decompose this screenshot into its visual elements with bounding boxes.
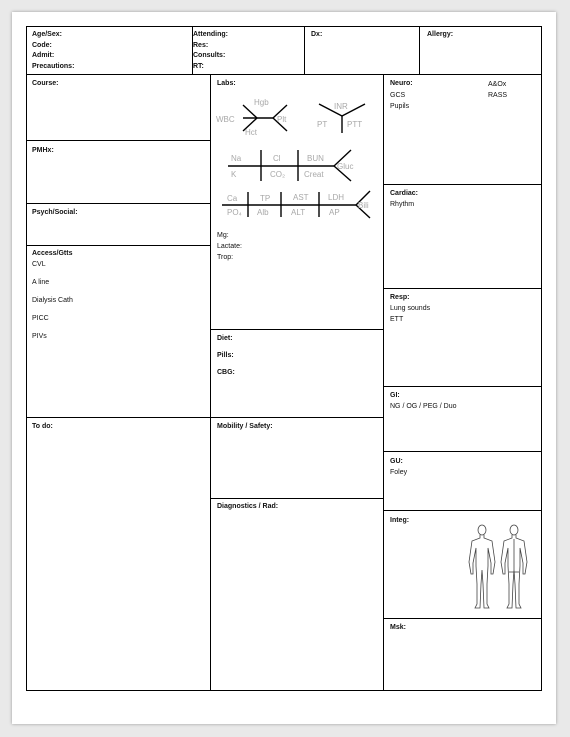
bili-text: Bili: [358, 201, 369, 210]
rhythm-text: Rhythm: [390, 201, 415, 208]
res-label: Res:: [193, 41, 209, 49]
course-box: [27, 75, 211, 141]
na-text: Na: [231, 154, 242, 163]
cbc-fishbone: [216, 98, 287, 137]
precautions-label: Precautions:: [32, 62, 75, 70]
pupils-text: Pupils: [390, 103, 410, 110]
header-team: [193, 27, 305, 75]
ap-text: AP: [329, 208, 340, 217]
gcs-text: GCS: [390, 92, 406, 99]
pmhx-box: [27, 141, 211, 204]
cardiac-label: Cardiac:: [390, 190, 419, 197]
header-allergy: [420, 27, 541, 75]
bun-text: BUN: [307, 154, 324, 163]
gu-label: GU:: [390, 458, 403, 465]
po4-text: PO₄: [227, 208, 242, 217]
a-line-text: A line: [32, 279, 50, 286]
resp-box: [384, 289, 541, 387]
course-label: Course:: [32, 80, 59, 87]
msk-box: [384, 619, 541, 690]
cbg-label: CBG:: [217, 369, 235, 376]
alt-text: ALT: [291, 208, 306, 217]
pt-text: PT: [317, 120, 328, 129]
header-demographics: [27, 27, 193, 75]
gluc-text: Gluc: [337, 162, 354, 171]
pivs-text: PIVs: [32, 333, 47, 340]
ast-text: AST: [293, 193, 309, 202]
lab-skeletons: [211, 75, 384, 225]
form-frame: [26, 26, 542, 691]
body-outline-icon: [464, 522, 534, 612]
header-dx: [305, 27, 420, 75]
ldh-text: LDH: [328, 193, 345, 202]
gi-label: GI:: [390, 392, 400, 399]
tp-text: TP: [260, 194, 271, 203]
gu-box: [384, 452, 541, 511]
allergy-label: Allergy:: [427, 31, 454, 38]
cvl-text: CVL: [32, 261, 46, 268]
cardiac-box: [384, 185, 541, 289]
ptt-text: PTT: [347, 120, 363, 129]
lung-sounds-text: Lung sounds: [390, 305, 431, 312]
alb-text: Alb: [257, 208, 269, 217]
integ-label: Integ:: [390, 517, 410, 524]
k-text: K: [231, 170, 237, 179]
dx-label: Dx:: [311, 31, 323, 38]
consults-label: Consults:: [193, 52, 226, 59]
co2-text: CO₂: [270, 170, 286, 179]
hgb-text: Hgb: [254, 98, 269, 107]
pills-label: Pills:: [217, 352, 234, 359]
psych-social-box: [27, 204, 211, 246]
attending-label: Attending:: [193, 31, 228, 38]
diet-pills-cbg-box: [211, 330, 384, 418]
mg-text: Mg:: [217, 232, 229, 239]
hct-text: Hct: [245, 128, 257, 137]
admit-label: Admit:: [32, 52, 55, 59]
code-label: Code:: [32, 41, 52, 49]
integ-box: [384, 511, 541, 619]
access-gtts-box: [27, 246, 211, 418]
cl-text: Cl: [273, 154, 281, 163]
labs-box: [211, 75, 384, 330]
age-sex-label: Age/Sex:: [32, 31, 62, 38]
a-and-ox-text: A&Ox: [488, 81, 507, 88]
todo-box: [27, 418, 211, 690]
wbc-text: WBC: [216, 115, 235, 124]
rass-text: RASS: [488, 92, 508, 99]
dialysis-cath-text: Dialysis Cath: [32, 297, 73, 304]
psych-social-label: Psych/Social:: [32, 209, 78, 216]
mobility-safety-box: [211, 418, 384, 499]
diagnostics-rad-box: [211, 499, 384, 690]
ett-text: ETT: [390, 316, 404, 323]
mobility-safety-label: Mobility / Safety:: [217, 423, 273, 430]
lft-skeleton: [222, 191, 370, 218]
todo-label: To do:: [32, 423, 53, 430]
ca-text: Ca: [227, 194, 238, 203]
diet-label: Diet:: [217, 335, 233, 342]
access-gtts-label: Access/Gtts: [32, 250, 73, 257]
rt-label: RT:: [193, 62, 204, 70]
diagnostics-rad-label: Diagnostics / Rad:: [217, 503, 279, 510]
neuro-label: Neuro:: [390, 80, 413, 87]
creat-text: Creat: [304, 170, 324, 179]
pmhx-label: PMHx:: [32, 147, 54, 154]
resp-label: Resp:: [390, 294, 410, 301]
document-page: [12, 12, 556, 724]
msk-label: Msk:: [390, 624, 406, 631]
plt-text: Plt: [277, 115, 287, 124]
bmp-skeleton: [228, 150, 353, 181]
inr-text: INR: [334, 102, 348, 111]
neuro-box: [384, 75, 541, 185]
lactate-text: Lactate:: [217, 243, 242, 250]
labs-label: Labs:: [217, 80, 236, 87]
picc-text: PICC: [32, 315, 49, 322]
coag-skeleton: [317, 102, 365, 133]
foley-text: Foley: [390, 469, 408, 476]
trop-text: Trop:: [217, 254, 234, 261]
gi-box: [384, 387, 541, 452]
ng-og-peg-duo-text: NG / OG / PEG / Duo: [390, 403, 457, 410]
